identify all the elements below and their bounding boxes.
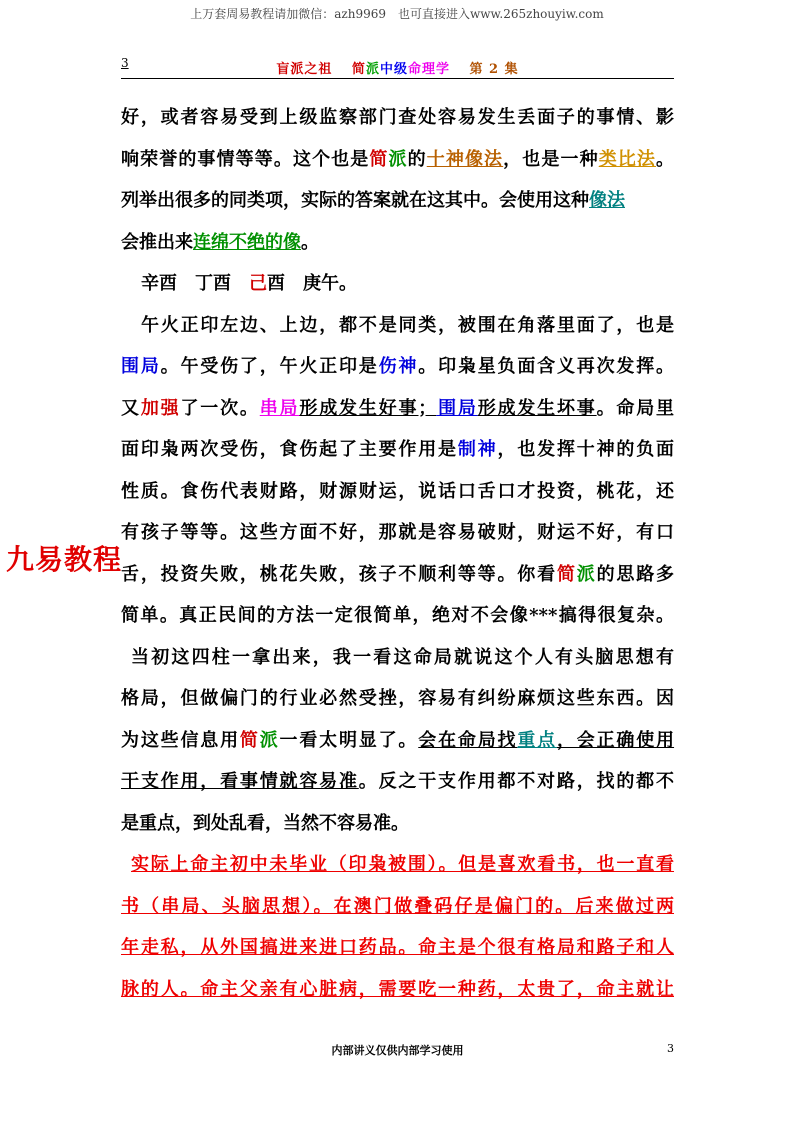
text-line [121,139,674,181]
text-span: ，也发挥十神的负面 [497,439,675,460]
footer-page-number: 3 [667,1042,674,1055]
text-span: 面印枭两次受伤，食伤起了主要作用是 [121,439,458,460]
text-span: ，会正确使用 [556,729,675,751]
text-span: 一看太明显了。 [279,729,419,751]
text-span: 。午受伤了，午火正印是 [160,356,379,377]
text-span: 形成发生好事； [299,397,437,419]
text-span: 辛酉 丁酉 [141,273,249,294]
text-span: 列举出很多的同类项，实际的答案就在这其中。会使用这种 [121,190,589,211]
text-span: 。命局里 [596,397,675,419]
page-header [121,56,674,79]
term-xiangfa: 像法 [589,190,625,211]
footer-note: 内部讲义仅供内部学习使用 [331,1044,464,1057]
text-line: 当初这四柱一拿出来，我一看这命局就说这个人有头脑思想有 [131,646,674,668]
term-jian: 简 [556,563,577,585]
header-page-number: 3 [121,56,129,70]
case-note-paragraph [121,844,674,1010]
header-title-char-pai: 派 [365,62,380,77]
text-span: 为这些信息用 [121,729,240,751]
header-title [121,58,674,77]
text-span: 舌，投资失败，桃花失败，孩子不顺利等等。你看 [121,563,557,585]
term-shishen-xiangfa: 十神像法 [426,148,504,170]
text-line: 年走私，从外国搞进来进口药品。命主是个很有格局和路子和人 [121,937,674,958]
text-line: 性质。食伤代表财路，财源财运，说话口舌口才投资，桃花，还 [121,480,674,502]
top-banner: 上万套周易教程请加微信：azh9969 也可直接进入www.265zhouyiw.com [190,7,604,21]
term-jian: 简 [239,729,260,751]
text-line: 好，或者容易受到上级监察部门查处容易发生丢面子的事情、影 [121,107,674,128]
text-line: 书（串局、头脑思想）。在澳门做叠码仔是偏门的。后来做过两 [121,895,674,917]
term-pai: 派 [576,563,597,585]
text-line [121,180,674,222]
text-line [121,346,674,388]
text-span: 会在命局找 [418,729,518,751]
header-title-part-a: 盲派之祖 [276,62,333,77]
text-line: 午火正印左边、上边，都不是同类，被围在角落里面了，也是 [141,314,674,336]
header-title-minglixue: 命理学 [407,62,450,77]
text-span: 了一次。 [180,397,260,419]
text-span: 的思路多 [596,563,675,585]
term-chuanju: 串局 [259,397,300,419]
text-line [121,720,674,762]
watermark: 九易教程 [6,543,123,576]
text-line: 简单。真正民间的方法一定很简单，绝对不会像***搞得很复杂。 [121,605,674,626]
header-title-episode: 第 2 集 [469,62,519,77]
term-lianmian: 连绵不绝的像 [193,231,301,253]
text-span: 的 [407,148,427,170]
bazi-line [121,263,674,305]
text-line [121,554,674,596]
term-pai: 派 [259,729,280,751]
text-span: 形成发生坏事 [477,397,597,419]
text-line [121,388,674,430]
text-line [121,761,674,803]
term-weiju-2: 围局 [436,397,478,419]
term-leibifa: 类比法 [598,148,657,170]
text-line: 实际上命主初中未毕业（印枭被围）。但是喜欢看书，也一直看 [131,854,674,875]
text-line: 有孩子等等。这些方面不好，那就是容易破财，财运不好，有口 [121,522,674,543]
text-line: 脉的人。命主父亲有心脏病，需要吃一种药，太贵了，命主就让 [121,978,674,1000]
text-span: 会推出来 [121,231,193,253]
term-jiaqiang: 加强 [140,397,181,419]
text-span: 。 [301,231,319,253]
lecture-body [121,97,674,1010]
text-line: 是重点，到处乱看，当然不容易准。 [121,812,409,834]
header-title-zhongji: 中级 [379,62,408,77]
text-line: 格局，但做偏门的行业必然受挫，容易有纠纷麻烦这些东西。因 [121,688,674,709]
term-zhongdian: 重点 [517,729,557,751]
term-zhishen: 制神 [457,439,498,460]
term-pai: 派 [388,148,408,170]
text-span: 。反之干支作用都不对路，找的都不 [358,771,675,792]
text-span: 响荣誉的事情等等。这个也是 [121,148,370,170]
text-line [121,429,674,471]
text-line [121,222,674,264]
term-shangshen: 伤神 [378,356,419,377]
header-title-char-jian: 简 [351,62,366,77]
text-span: 又 [121,397,141,419]
text-span: 。 [656,148,675,170]
text-span: ，也是一种 [503,148,599,170]
text-span: 。印枭星负面含义再次发挥。 [418,356,675,377]
text-span: 干支作用，看事情就容易准 [121,771,359,792]
bazi-day-stem: 己 [249,273,267,294]
text-span: 酉 庚午。 [267,273,357,294]
term-weiju: 围局 [121,356,161,377]
term-jian: 简 [369,148,389,170]
